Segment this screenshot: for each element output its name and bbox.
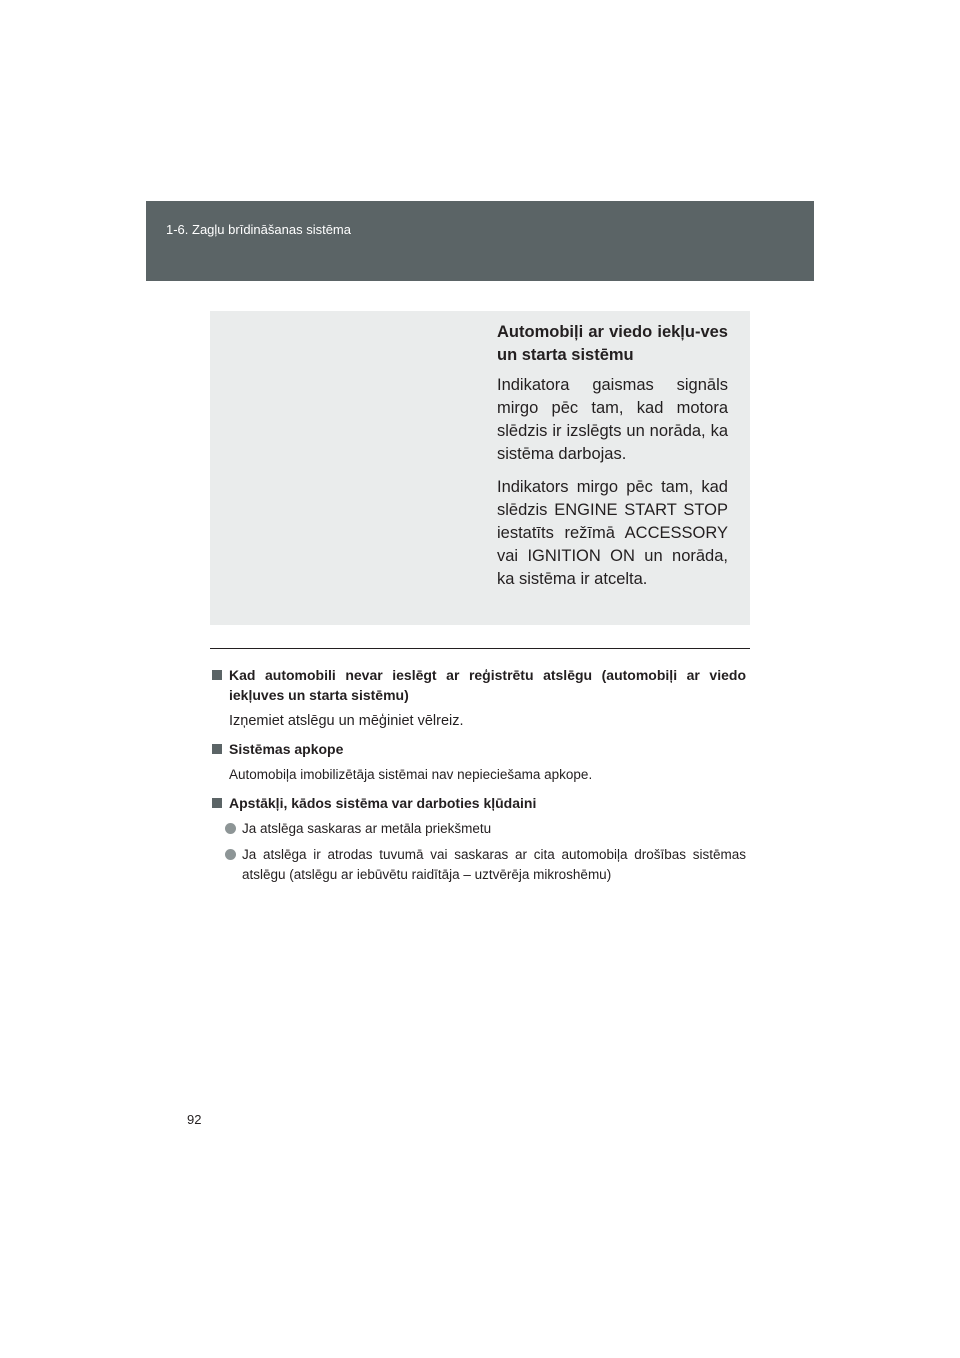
note-heading (212, 665, 746, 705)
notes-section (212, 665, 746, 891)
section-header-bar (146, 201, 814, 281)
list-item (212, 819, 746, 839)
note-body: Automobiļa imobilizētāja sistēmai nav nepieciešama apkope. (229, 767, 593, 782)
info-box-paragraph: Indikatora gaismas signāls mirgo pēc tam, kad motora slēdzis ir izslēgts un norāda, ka sistēma darbojas. (497, 376, 728, 463)
info-box-paragraph: Indikators mirgo pēc tam, kad slēdzis ENGINE START STOP iestatīts režīmā ACCESSORY vai IGNITION ON un norāda, ka sistēma ir atcelta. (497, 478, 728, 588)
info-box-text-column (497, 321, 728, 601)
section-title: 1-6. Zagļu brīdināšanas sistēma (166, 222, 351, 237)
note-heading-text: Kad automobili nevar ieslēgt ar reģistrētu atslēgu (automobiļi ar viedo iekļuves un starta sistēmu) (229, 667, 746, 703)
note-heading-text: Sistēmas apkope (229, 741, 344, 757)
list-item-text: Ja atslēga saskaras ar metāla priekšmetu (242, 821, 492, 836)
note-heading-text: Apstākļi, kādos sistēma var darboties kļūdaini (229, 795, 537, 811)
section-divider (210, 648, 750, 649)
list-item (212, 845, 746, 885)
list-item-text: Ja atslēga ir atrodas tuvumā vai saskaras ar cita automobiļa drošības sistēmas atslēgu (atslēgu ar iebūvētu raidītāja – uztvērēja mikroshēmu) (242, 847, 746, 882)
square-bullet-icon (212, 670, 222, 680)
note-body: Izņemiet atslēgu un mēģiniet vēlreiz. (229, 713, 464, 729)
note-heading (212, 793, 746, 813)
info-box-heading: Automobiļi ar viedo iekļu-ves un starta sistēmu (497, 323, 728, 364)
page-number: 92 (187, 1112, 202, 1127)
square-bullet-icon (212, 798, 222, 808)
circle-bullet-icon (225, 849, 236, 860)
info-box (210, 311, 750, 625)
square-bullet-icon (212, 744, 222, 754)
note-heading (212, 739, 746, 759)
circle-bullet-icon (225, 823, 236, 834)
